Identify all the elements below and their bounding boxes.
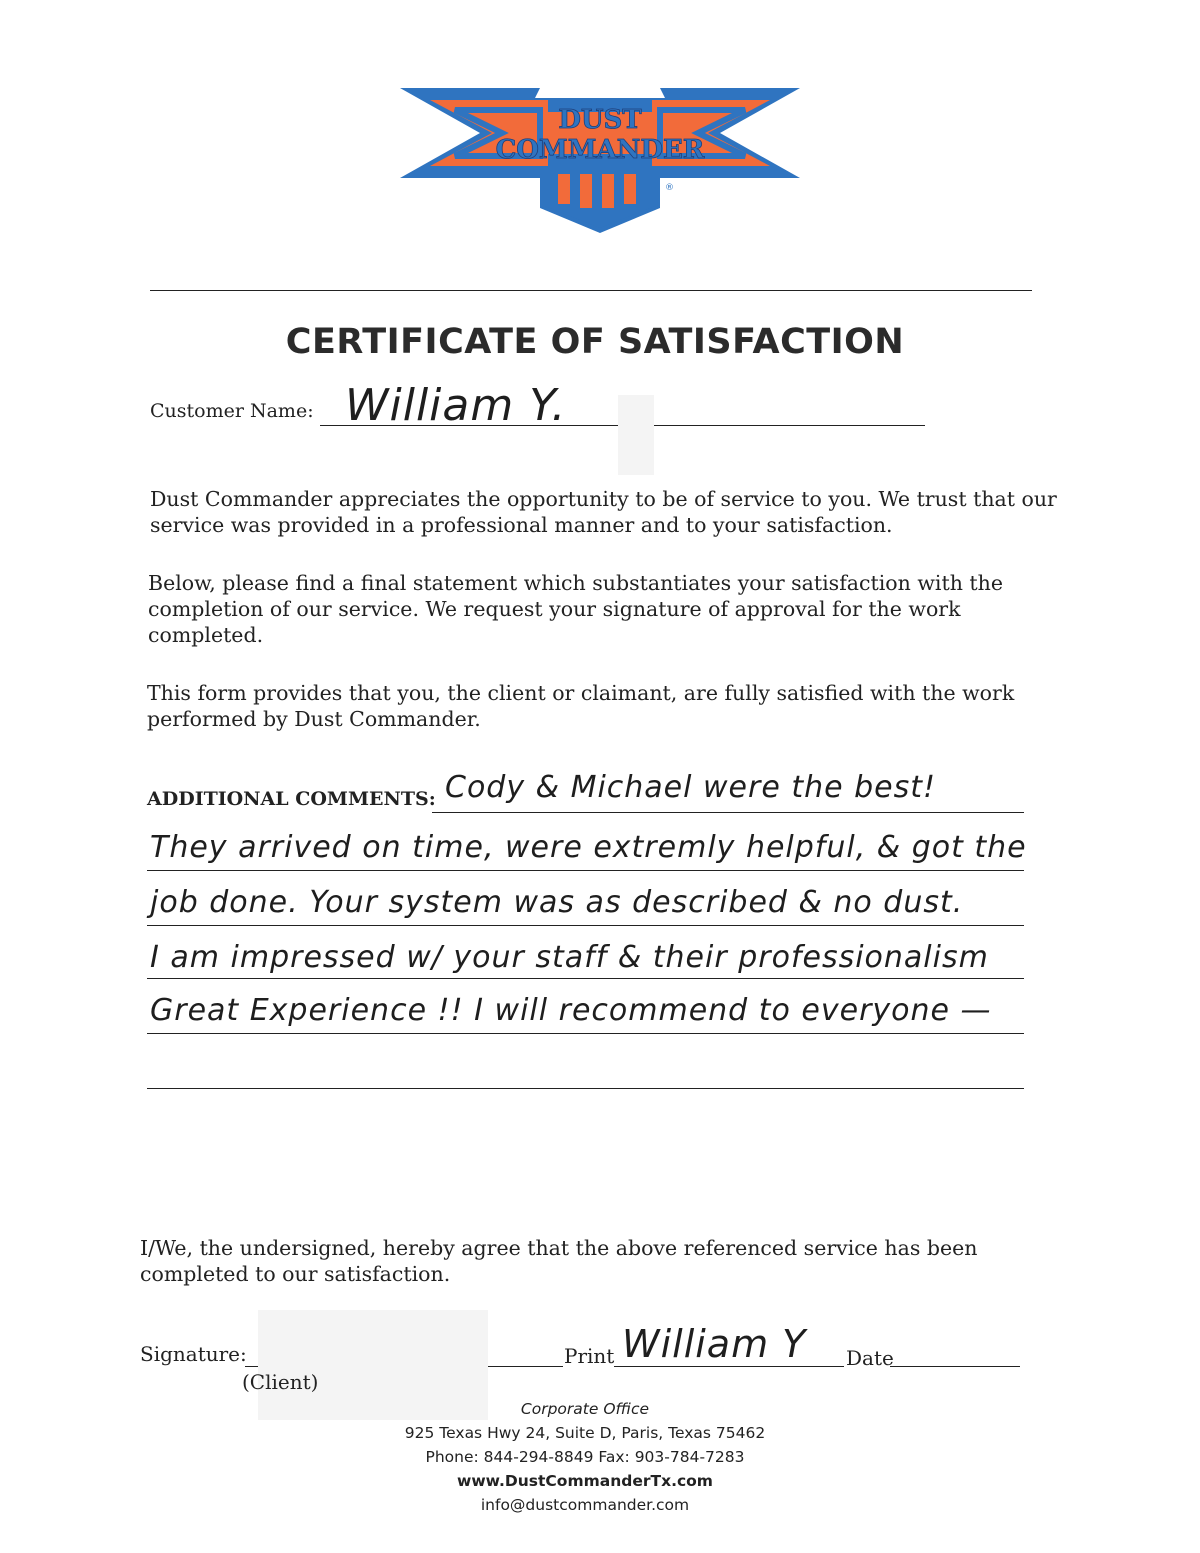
redacted-area	[618, 395, 654, 475]
page-title: CERTIFICATE OF SATISFACTION	[285, 322, 905, 362]
statement-paragraph	[148, 570, 1003, 648]
comment-text-line[interactable]: They arrived on time, were extremly helpful, & got the	[150, 830, 1027, 865]
date-label: Date	[846, 1346, 894, 1370]
comment-text-line[interactable]: job done. Your system was as described & no dust.	[150, 885, 964, 920]
logo-shield-stripe	[602, 174, 614, 208]
paragraph-line: Dust Commander appreciates the opportunity to be of service to you. We trust that our	[150, 487, 1057, 511]
date-line	[890, 1366, 1020, 1367]
logo-shield-stripe	[558, 174, 570, 204]
agreement-paragraph	[140, 1235, 977, 1287]
paragraph-line: completion of our service. We request your signature of approval for the work	[148, 597, 961, 621]
additional-comments-label: ADDITIONAL COMMENTS:	[147, 788, 436, 810]
signature-label: Signature:	[140, 1342, 247, 1366]
comment-text-line[interactable]: I am impressed w/ your staff & their professionalism	[150, 940, 989, 975]
comment-text-line[interactable]: Great Experience !! I will recommend to everyone —	[150, 993, 992, 1028]
paragraph-line: This form provides that you, the client or claimant, are fully satisfied with the work	[147, 681, 1015, 705]
intro-paragraph	[150, 486, 1057, 538]
paragraph-line: I/We, the undersigned, hereby agree that the above referenced service has been	[140, 1236, 978, 1260]
comment-line	[147, 870, 1024, 871]
paragraph-line: performed by Dust Commander.	[147, 707, 481, 731]
print-name-value[interactable]: William Y	[622, 1322, 807, 1366]
footer-address: 925 Texas Hwy 24, Suite D, Paris, Texas 75462	[404, 1424, 766, 1442]
corporate-office-label: Corporate Office	[520, 1400, 650, 1418]
logo-shield-stripe	[624, 174, 636, 204]
paragraph-line: service was provided in a professional manner and to your satisfaction.	[150, 513, 893, 537]
comment-text-line[interactable]: Cody & Michael were the best!	[445, 770, 937, 805]
logo-text-commander: COMMANDER	[495, 135, 705, 165]
print-label: Print	[564, 1344, 615, 1368]
footer-email[interactable]: info@dustcommander.com	[480, 1496, 690, 1514]
footer-website[interactable]: www.DustCommanderTx.com	[457, 1472, 713, 1490]
paragraph-line: completed.	[148, 623, 264, 647]
client-label: (Client)	[242, 1370, 319, 1394]
paragraph-line: Below, please find a final statement which substantiates your satisfaction with the	[148, 571, 1003, 595]
comment-line	[147, 1088, 1024, 1089]
paragraph-line: completed to our satisfaction.	[140, 1262, 451, 1286]
logo-registered-mark: ®	[665, 183, 674, 193]
comment-line	[147, 978, 1024, 979]
footer-phone: Phone: 844-294-8849 Fax: 903-784-7283	[425, 1448, 745, 1466]
form-purpose-paragraph	[147, 680, 1014, 732]
comment-line	[147, 1033, 1024, 1034]
logo-shield-stripe	[580, 174, 592, 208]
comment-line	[147, 925, 1024, 926]
customer-name-label: Customer Name:	[150, 400, 314, 422]
comment-line	[432, 812, 1024, 813]
logo-text-dust: DUST	[558, 105, 642, 135]
header-divider	[150, 290, 1032, 291]
print-line	[614, 1366, 844, 1367]
dust-commander-logo	[390, 88, 810, 238]
customer-name-value[interactable]: William Y.	[345, 380, 567, 431]
